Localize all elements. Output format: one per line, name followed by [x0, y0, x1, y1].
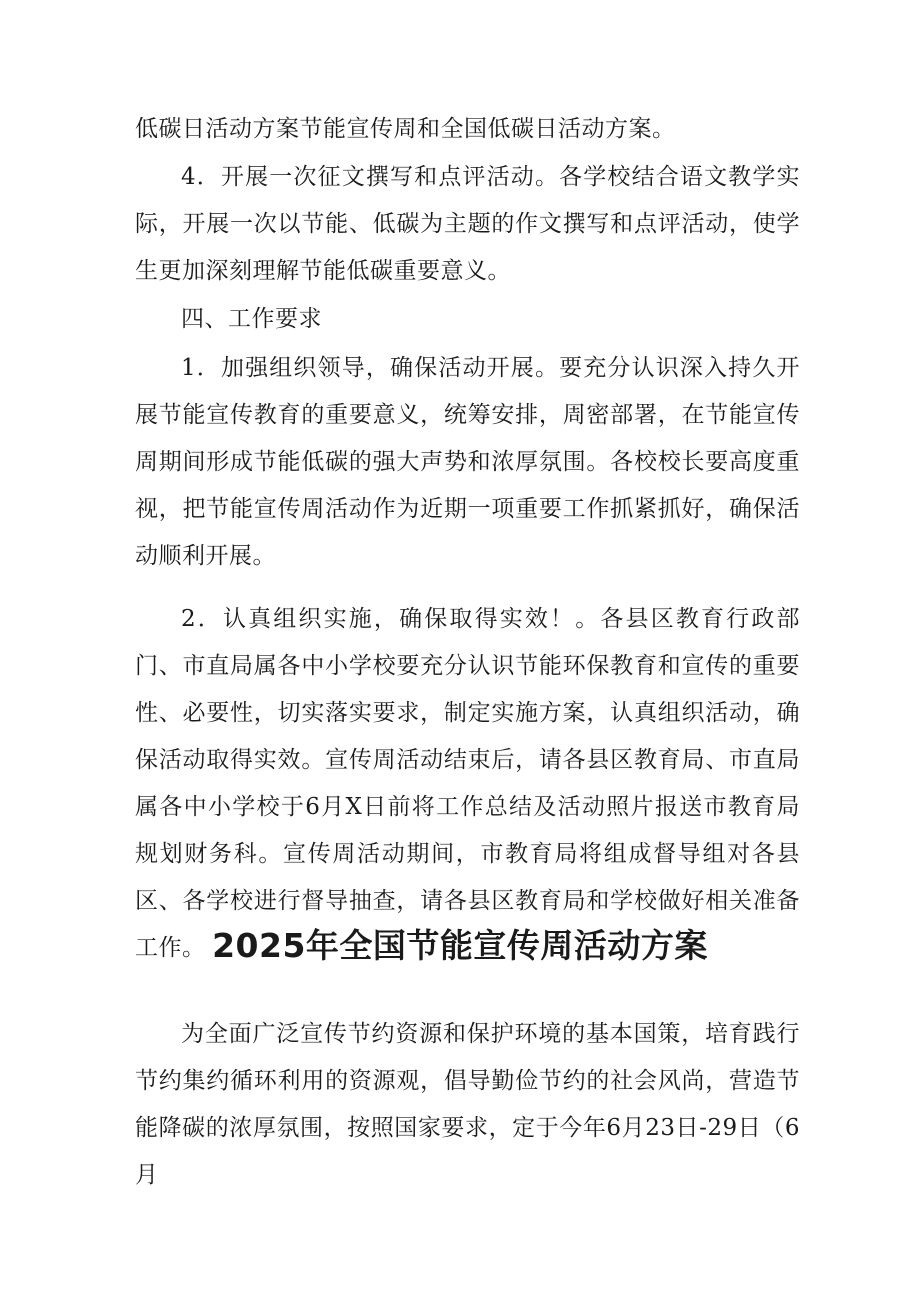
paragraph-essay-activity: 4．开展一次征文撰写和点评活动。各学校结合语文教学实际，开展一次以节能、低碳为主题的作文撰写和点评活动，使学生更加深刻理解节能低碳重要意义。	[135, 164, 800, 284]
paragraph-organization-leadership: 1．加强组织领导，确保活动开展。要充分认识深入持久开展节能宣传教育的重要意义，统筹安排，周密部署，在节能宣传周期间形成节能低碳的强大声势和浓厚氛围。各校校长要高度重视，把节能宣传周活动作为近期一项重要工作抓紧抓好，确保活动顺利开展。	[135, 355, 800, 569]
paragraph-continuation: 低碳日活动方案节能宣传周和全国低碳日活动方案。	[135, 116, 676, 142]
paragraph-intro: 为全面广泛宣传节约资源和保护环境的基本国策，培育践行节约集约循环利用的资源观，倡导勤俭节约的社会风尚，营造节能降碳的浓厚氛围，按照国家要求，定于今年6月23日-29日（6月	[135, 1021, 800, 1188]
document-title: 2025年全国节能宣传周活动方案	[212, 926, 708, 965]
paragraph-implementation: 2．认真组织实施，确保取得实效！。各县区教育行政部门、市直局属各中小学校要充分认识节能环保教育和宣传的重要性、必要性，切实落实要求，制定实施方案，认真组织活动，确保活动取得实效。宣传周活动结束后，请各县区教育局、市直局属各中小学校于6月X日前将工作总结及活动照片报送市教育局规划财务科。宣传周活动期间，市教育局将组成督导组对各县区、各学校进行督导抽查，请各县区教育局和学校做好相关准备工作。	[135, 606, 800, 961]
section-heading-work-requirements: 四、工作要求	[181, 306, 322, 332]
